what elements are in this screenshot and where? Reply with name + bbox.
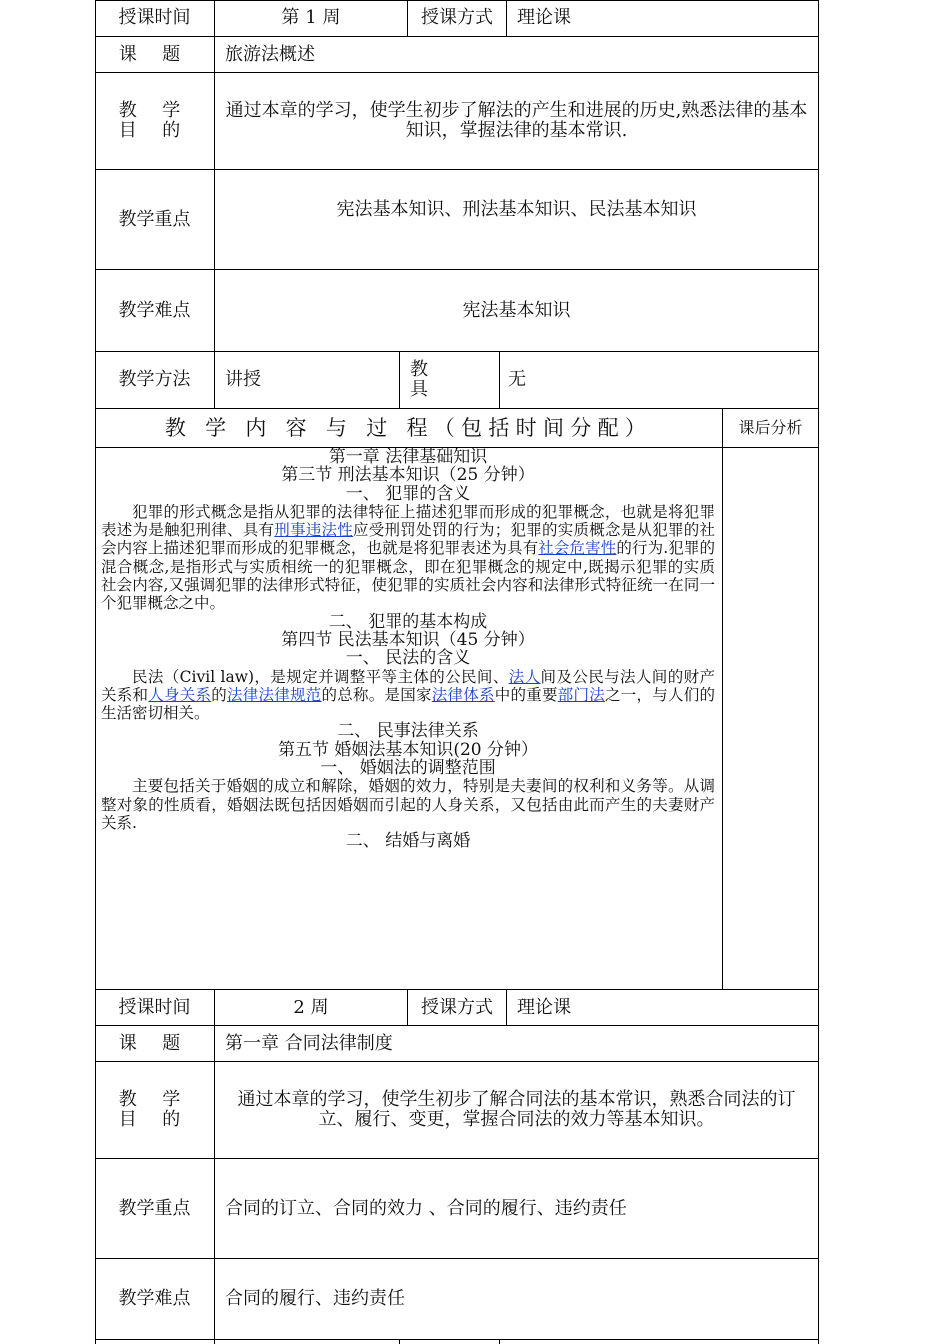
social-harm-link[interactable]: 社会危害性	[538, 539, 617, 558]
section5-paragraph: 主要包括关于婚姻的成立和解除，婚姻的效力，特别是夫妻间的权利和义务等。从调整对象的性质看，婚姻法既包括因婚姻而引起的人身关系，又包括由此而产生的夫妻财产关系.	[101, 777, 715, 832]
section3-paragraph	[101, 503, 715, 613]
hard-label-2: 教学难点	[118, 1288, 191, 1309]
text-run: 中的重要	[494, 685, 558, 704]
legal-norm-link[interactable]: 法律法律规范	[227, 685, 322, 704]
lesson-plan-page	[95, 0, 819, 1344]
section4-paragraph	[101, 668, 715, 723]
criminal-illegality-link[interactable]: 刑事违法性	[274, 521, 353, 540]
text-run: 应受刑罚处罚的行为；犯罪的实质概念是从犯罪的社会内容上描述犯罪而形成的犯罪概念，也就是将犯罪表述为具有	[101, 521, 715, 558]
hard-label: 教学难点	[118, 299, 191, 321]
section5-heading1: 一、 婚姻法的调整范围	[320, 758, 496, 779]
topic-label-2: 课 题	[118, 1032, 191, 1054]
personal-relation-link[interactable]: 人身关系	[148, 685, 212, 704]
key-value-2: 合同的订立、合同的效力 、合同的履行、违约责任	[225, 1197, 627, 1219]
section3-title: 第三节 刑法基本知识（25 分钟）	[281, 465, 535, 486]
text-run: 之一，与人们的生活密切相关。	[101, 685, 715, 723]
goal-value-2: 通过本章的学习，使学生初步了解合同法的基本常识，熟悉合同法的订立、履行、变更，掌握合同法的效力等基本知识。	[237, 1089, 796, 1130]
text-run: 的	[211, 685, 227, 704]
goal-label-line1: 教 学	[118, 100, 191, 121]
goal-label-2-line2: 目 的	[118, 1109, 191, 1130]
goal-label-2-line1: 教 学	[118, 1089, 191, 1110]
section3-heading2: 二、 犯罪的基本构成	[328, 611, 488, 632]
method-label: 教学方法	[118, 369, 191, 390]
department-law-link[interactable]: 部门法	[557, 685, 605, 704]
key-label-2: 教学重点	[118, 1197, 191, 1219]
text-run: 间及公民与法人间的财产关系和	[101, 667, 715, 704]
goal-label-2	[95, 1062, 214, 1158]
time-value-2: 2 周	[293, 996, 329, 1018]
mode-label: 授课方式	[421, 7, 493, 28]
tool-value: 无	[508, 369, 526, 390]
text-run: 民法（Civil law)，是规定并调整平等主体的公民间、	[132, 667, 509, 686]
legal-system-link[interactable]: 法律体系	[431, 685, 495, 704]
mode-value-2: 理论课	[517, 996, 571, 1018]
topic-value-2: 第一章 合同法律制度	[225, 1032, 393, 1054]
topic-label: 课 题	[118, 43, 191, 65]
time-label-2: 授课时间	[118, 996, 191, 1018]
analysis-header: 课后分析	[738, 418, 803, 437]
section5-heading2: 二、 结婚与离婚	[345, 831, 471, 852]
goal-value: 通过本章的学习，使学生初步了解法的产生和进展的历史,熟悉法律的基本知识，掌握法律的基本常识.	[225, 100, 808, 141]
topic-value: 旅游法概述	[225, 43, 315, 65]
section5-title: 第五节 婚姻法基本知识(20 分钟）	[277, 739, 539, 760]
mode-value: 理论课	[517, 7, 571, 28]
text-run: 的行为.犯罪的混合概念,是指形式与实质相统一的犯罪概念，即在犯罪概念的规定中,既揭示犯罪的实质社会内容,又强调犯罪的法律形式特征，使犯罪的实质社会内容和法律形式特征统一在同一个犯罪概念之中。	[101, 539, 715, 613]
key-label: 教学重点	[118, 208, 191, 230]
chapter-title: 第一章 法律基础知识	[328, 447, 488, 467]
teaching-content	[101, 448, 715, 851]
text-run: 犯罪的形式概念是指从犯罪的法律特征上描述犯罪而形成的犯罪概念，也就是将犯罪表述为是触犯刑律、具有	[101, 502, 715, 540]
section4-heading2: 二、 民事法律关系	[337, 721, 479, 742]
hard-value: 宪法基本知识	[462, 299, 571, 321]
section4-title: 第四节 民法基本知识（45 分钟）	[281, 629, 535, 650]
section4-heading1: 一、 民法的含义	[345, 648, 471, 669]
goal-label	[95, 73, 214, 169]
legal-person-link[interactable]: 法人	[508, 667, 541, 686]
time-value: 第 1 周	[281, 7, 341, 28]
method-value: 讲授	[225, 369, 261, 390]
time-label: 授课时间	[118, 7, 191, 28]
mode-label-2: 授课方式	[421, 996, 493, 1018]
text-run: 的总称。是国家	[321, 685, 432, 704]
section3-heading1: 一、 犯罪的含义	[345, 483, 471, 504]
tool-label: 教 具	[410, 359, 457, 400]
key-value: 宪法基本知识、刑法基本知识、民法基本知识	[336, 199, 697, 220]
content-header: 教 学 内 容 与 过 程（包括时间分配）	[164, 416, 653, 440]
goal-label-line2: 目 的	[118, 120, 191, 141]
hard-value-2: 合同的履行、违约责任	[225, 1288, 405, 1309]
